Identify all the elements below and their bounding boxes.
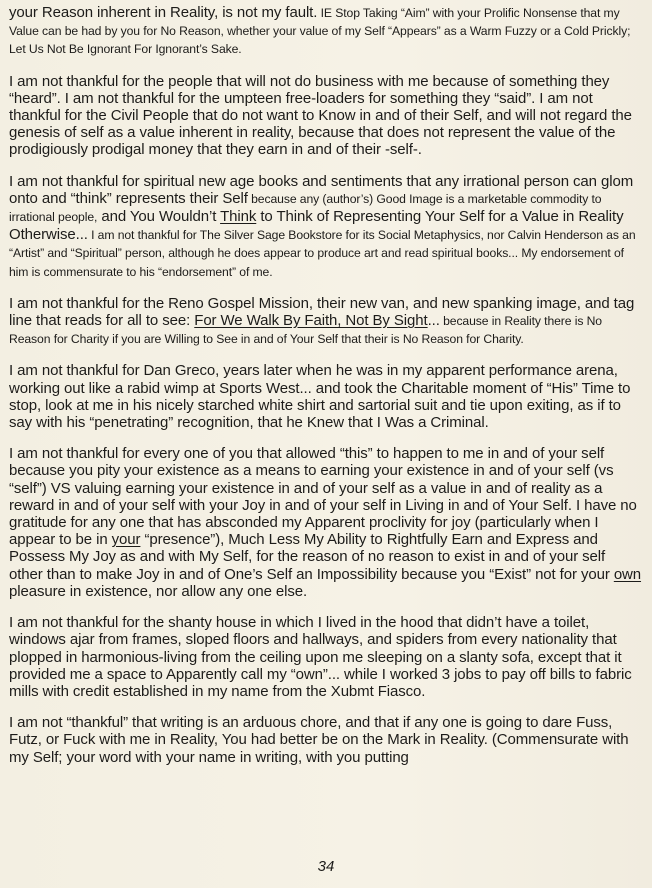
- paragraph-7-text: I am not thankful for the shanty house in which I lived in the hood that didn’t have a toilet, windows ajar from frames, sloped floors and hallways, and spiders from every nationality that plopped in harmonious-living from the ceiling upon me sleeping on a slanty sofa, except that it provided me a space to Apparently call my “own”... while I worked 3 jobs to pay off bills to fabric mills with credit established in my name from the Xubmt Fiasco.: [9, 614, 632, 700]
- underlined-tag-line: For We Walk By Faith, Not By Sight: [194, 312, 428, 330]
- paragraph-6-text-2: “presence”), Much Less My Ability to Rightfully Earn and Express and Possess My Joy as and with My Self, for the reason of no reason to exist in and of your self other than to make Joy in and of One’s Self an Impossibility because you “Exist” not for your: [9, 531, 614, 583]
- paragraph-4-small-text: because in Reality there is No Reason for Charity if you are Willing to See in and of Your Self that their is No Reason for Charity.: [9, 314, 602, 347]
- paragraph-1: [9, 4, 642, 59]
- underlined-own: own: [613, 565, 642, 583]
- paragraph-8-text: I am not “thankful” that writing is an arduous chore, and that if any one is going to dare Fuss, Futz, or Fuck with me in Reality, You had better be on the Mark in Reality. (Commensurate with my Self; your word with your name in writing, with you putting: [9, 714, 629, 766]
- paragraph-3-text-3: to Think of Representing Your Self for a Value in Reality Otherwise...: [9, 208, 624, 244]
- paragraph-6-text-3: pleasure in existence, nor allow any one else.: [9, 582, 308, 600]
- paragraph-5-text: I am not thankful for Dan Greco, years later when he was in my apparent performance arena, working out like a rabid wimp at Sports West... and took the Charitable moment of “His” Time to stop, look at me in his nicely starched white shirt and sartorial suit and tie upon exiting, as if to say with his “penetrating” recognition, that he Knew that I Was a Criminal.: [9, 362, 631, 432]
- paragraph-1-small-text: IE Stop Taking “Aim” with your Prolific Nonsense that my Value can be had by you for No Reason, whether your value of my Self “Appears” as a Warm Fuzzy or a Cold Prickly; Let Us Not Be Ignorant For Ignorant’s Sake.: [9, 6, 631, 57]
- page-number: 34: [317, 858, 335, 875]
- underlined-your: your: [111, 531, 141, 549]
- paragraph-3-text: I am not thankful for spiritual new age books and sentiments that any irrational person can glom onto and “think” represents their Self: [9, 172, 634, 207]
- paragraph-6: [9, 445, 642, 600]
- paragraph-8: [9, 714, 642, 766]
- paragraph-3-text-2: and You Wouldn’t: [97, 208, 221, 226]
- paragraph-6-text: I am not thankful for every one of you that allowed “this” to happen to me in and of your self because you pity your existence as a means to earning your existence in and of your self (vs “self”) VS valuing earning your existence in and of your self as a value in and of reality as a reward in and of your self with your Joy in and of your self in Living in and of Your Self. I have no gratitude for any one that has absconded my Apparent proclivity for joy (particularly when I appear to be in: [9, 445, 637, 549]
- paragraph-7: [9, 614, 642, 700]
- paragraph-5: [9, 362, 642, 431]
- paragraph-3-small-text: because any (author’s) Good Image is a marketable commodity to irrational people,: [9, 191, 602, 225]
- paragraph-4-ellipsis: ...: [427, 312, 440, 330]
- paragraph-2: [9, 73, 642, 159]
- page-body: [9, 4, 642, 780]
- paragraph-4-text: I am not thankful for the Reno Gospel Mission, their new van, and new spanking image, and tag line that reads for all to see:: [9, 294, 635, 330]
- paragraph-3: [9, 173, 642, 281]
- paragraph-4: [9, 295, 642, 349]
- paragraph-1-text: your Reason inherent in Reality, is not my fault.: [9, 4, 318, 21]
- underlined-think: Think: [220, 208, 257, 226]
- paragraph-2-text: I am not thankful for the people that will not do business with me because of something they “heard”. I am not thankful for the umpteen free-loaders for something they “said”. I am not thankful for the Civil People that do not want to Know in and of their Self, and will not regard the genesis of self as a value inherent in reality, because that does not represent the value of the prodigiously prodigal money that they earn in and of their -self-.: [9, 72, 632, 159]
- paragraph-3-small-text-2: I am not thankful for The Silver Sage Bookstore for its Social Metaphysics, nor Calvin Henderson as an “Artist” and “Spiritual” person, although he does appear to produce art and read spiritual books... My endorsement of him is commensurate to his “endorsement” of me.: [9, 228, 636, 279]
